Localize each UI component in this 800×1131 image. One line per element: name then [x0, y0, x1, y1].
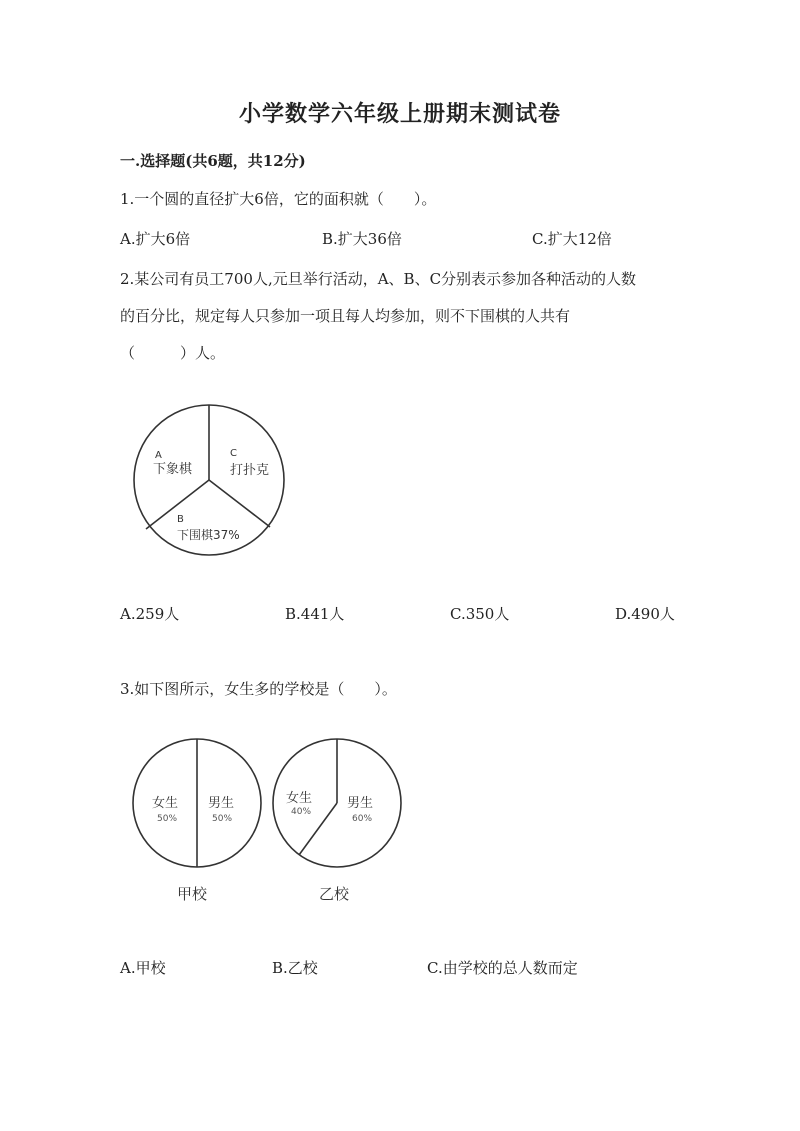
boys-label: 男生 — [347, 796, 374, 811]
boys-percent: 60% — [352, 814, 373, 824]
q1-option-c: C.扩大12倍 — [532, 230, 612, 248]
school-a-caption: 甲校 — [177, 885, 208, 903]
slice-c-label: 打扑克 — [230, 463, 270, 478]
q1-option-b: B.扩大36倍 — [322, 230, 402, 248]
girls-label: 女生 — [286, 791, 313, 806]
slice-a-label: 下象棋 — [153, 462, 193, 477]
page-title: 小学数学六年级上册期末测试卷 — [238, 101, 561, 127]
question-2-line-3: （ ）人。 — [120, 344, 226, 362]
question-2-line-2: 的百分比，规定每人只参加一项且每人均参加，则不下围棋的人共有 — [120, 307, 571, 325]
school-a-pie-chart — [130, 737, 270, 907]
question-1-text: 1.一个圆的直径扩大6倍，它的面积就（ ）。 — [120, 190, 437, 208]
school-b-caption: 乙校 — [319, 885, 350, 903]
girls-percent: 50% — [157, 814, 178, 824]
girls-percent: 40% — [291, 807, 312, 817]
question-3-text: 3.如下图所示，女生多的学校是（ ）。 — [120, 680, 397, 698]
q3-option-b: B.乙校 — [272, 959, 318, 977]
school-b-pie-chart — [271, 737, 411, 907]
slice-b-label: 下围棋37% — [177, 528, 240, 542]
girls-label: 女生 — [152, 796, 179, 811]
q2-option-a: A.259人 — [120, 605, 180, 623]
q3-option-a: A.甲校 — [120, 959, 166, 977]
activity-pie-chart — [130, 401, 290, 561]
pie-divider-right — [209, 480, 270, 527]
q1-option-a: A.扩大6倍 — [120, 230, 191, 248]
q2-option-b: B.441人 — [285, 605, 345, 623]
slice-c-letter: C — [230, 448, 237, 459]
question-2-line-1: 2.某公司有员工700人,元旦举行活动，A、B、C分别表示参加各种活动的人数 — [120, 270, 637, 288]
boys-percent: 50% — [212, 814, 233, 824]
section-heading: 一.选择题(共6题，共12分) — [120, 152, 306, 170]
slice-b-letter: B — [177, 514, 184, 525]
q2-option-d: D.490人 — [615, 605, 675, 623]
q3-option-c: C.由学校的总人数而定 — [427, 959, 578, 977]
boys-label: 男生 — [208, 796, 235, 811]
slice-a-letter: A — [155, 450, 162, 461]
q2-option-c: C.350人 — [450, 605, 510, 623]
